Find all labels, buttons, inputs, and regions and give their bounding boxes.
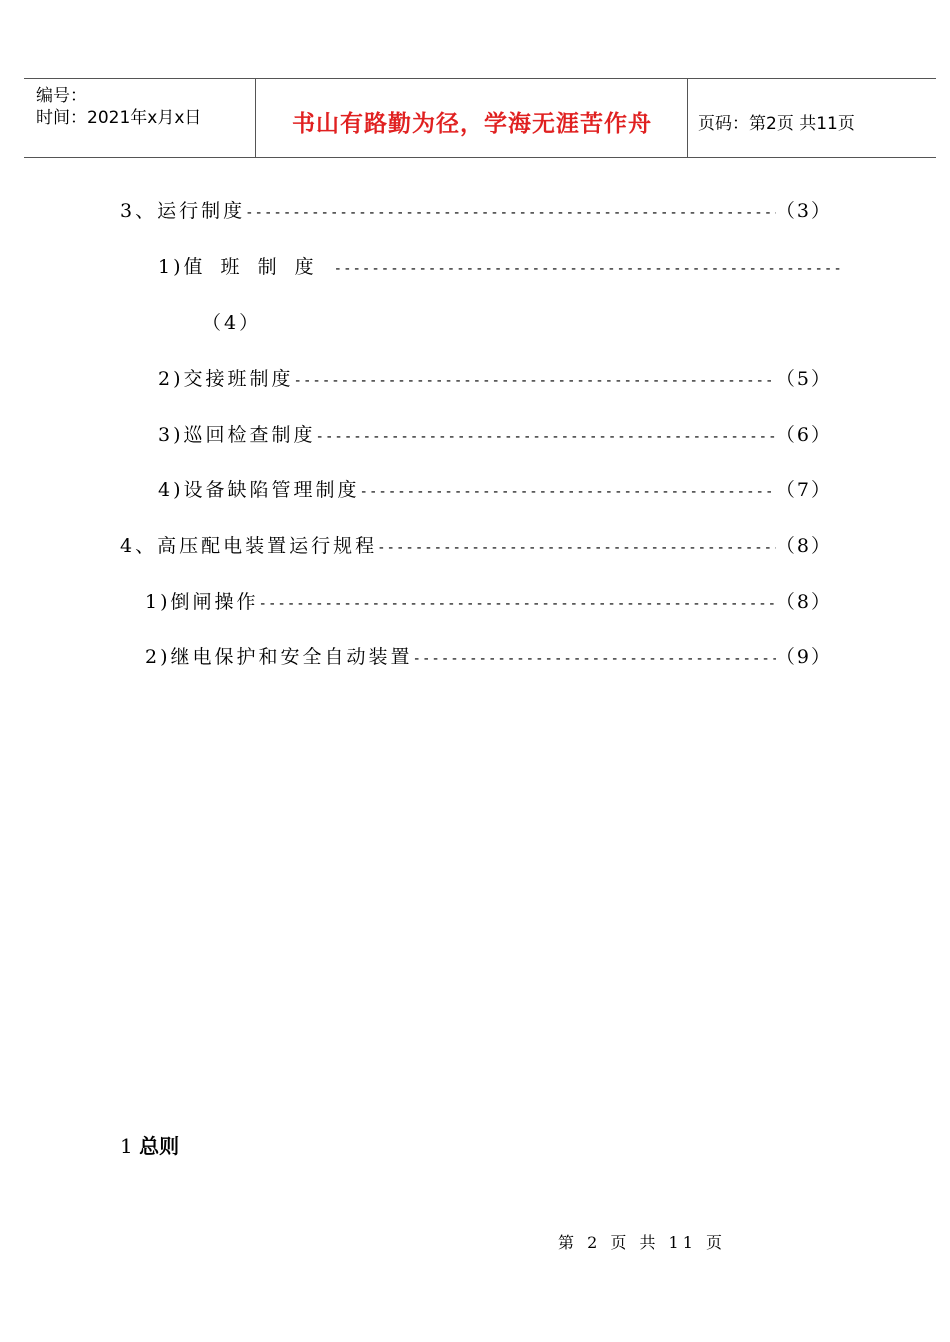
toc-entry-title: 继电保护和安全自动装置	[170, 646, 413, 668]
toc-entry-hv-distribution[interactable]	[120, 531, 832, 557]
toc-entry-page-wrapped: （4）	[202, 312, 262, 334]
toc-entry-page: （5）	[775, 368, 832, 390]
toc-entry-number: 2)	[145, 646, 171, 668]
toc-leader-dots	[413, 651, 776, 667]
toc-entry-page: （6）	[775, 424, 832, 446]
toc-entry-number: 2)	[158, 368, 184, 390]
toc-leader-dots	[259, 596, 776, 612]
toc-leader-dots	[294, 373, 776, 389]
toc-entry-title: 高压配电装置运行规程	[157, 535, 378, 557]
document-number-label: 编号：	[36, 86, 87, 106]
toc-entry-title: 巡回检查制度	[183, 424, 316, 446]
toc-entry-number: 3)	[158, 424, 184, 446]
toc-entry-page: （8）	[775, 535, 832, 557]
toc-entry-title: 运行制度	[157, 200, 246, 222]
header-info-cell	[24, 79, 256, 157]
toc-entry-defect-management[interactable]	[158, 475, 832, 501]
section-title: 总则	[139, 1134, 180, 1158]
header-page-info: 页码：第2页 共11页	[698, 114, 855, 134]
toc-entry-title: 值 班 制 度	[183, 256, 320, 278]
toc-entry-number: 3、	[120, 200, 158, 222]
toc-entry-duty-system[interactable]	[158, 252, 840, 278]
header-motto-cell	[256, 79, 688, 157]
toc-entry-title: 设备缺陷管理制度	[183, 479, 360, 501]
toc-entry-page: （8）	[775, 591, 832, 613]
toc-entry-page: （7）	[775, 479, 832, 501]
toc-leader-dots	[334, 261, 840, 277]
header-page-cell	[688, 79, 936, 157]
toc-entry-page: （9）	[775, 646, 832, 668]
toc-entry-title: 交接班制度	[183, 368, 294, 390]
toc-entry-relay-protection[interactable]	[145, 642, 832, 668]
header-motto: 书山有路勤为径，学海无涯苦作舟	[292, 111, 652, 137]
page-footer: 第 2 页 共 11 页	[558, 1233, 726, 1252]
page-header	[24, 78, 936, 158]
toc-entry-number: 1)	[145, 591, 171, 613]
toc-entry-title: 倒闸操作	[170, 591, 259, 613]
toc-entry-page: （3）	[775, 200, 832, 222]
toc-leader-dots	[377, 540, 776, 556]
toc-leader-dots	[316, 429, 776, 445]
toc-entry-patrol-inspection[interactable]	[158, 420, 832, 446]
toc-entry-switching-operation[interactable]	[145, 587, 832, 613]
toc-entry-number: 4)	[158, 479, 184, 501]
section-heading	[120, 1130, 179, 1159]
toc-entry-shift-handover[interactable]	[158, 364, 832, 390]
toc-entry-number: 1)	[158, 256, 184, 278]
toc-entry-operation-rules[interactable]	[120, 196, 832, 222]
toc-leader-dots	[245, 205, 776, 221]
section-number: 1	[120, 1134, 133, 1158]
toc-leader-dots	[360, 484, 776, 500]
document-time-label: 时间：2021年x月x日	[36, 108, 202, 128]
toc-entry-number: 4、	[120, 535, 158, 557]
